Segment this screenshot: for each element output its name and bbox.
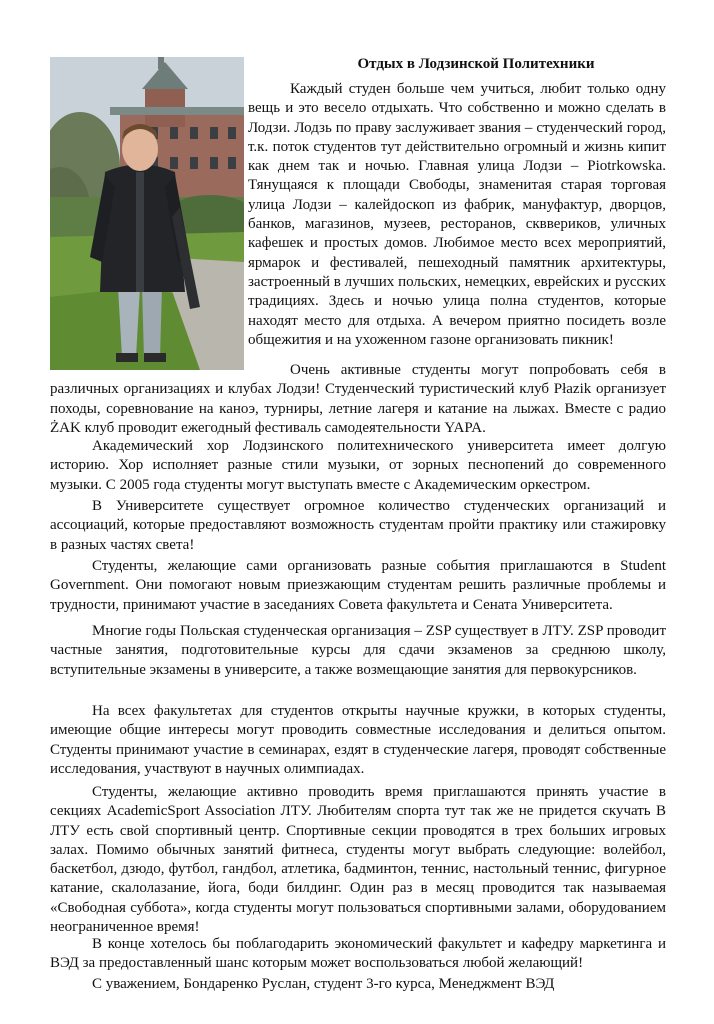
article-paragraph: Студенты, желающие активно проводить время приглашаются принять участие в секциях AcademicSport Association ЛТУ. Любителям спорта тут так же не придется скучать В ЛТУ есть свой спортивный центр. Спортивные секции проводятся в трех больших игровых залах. Помимо обычных занятий фитнеса, студенты могут выбрать следующие: волейбол, баскетбол, дзюдо, футбол, гандбол, атлетика, бадминтон, теннис, настольный теннис, фигурное катание, скалолазание, йога, боди билдинг. Один раз в месяц проводится так называемая «Свободная суббота», когда студенты могут пользоваться спортивными залами, оборудованием неограниченное время! <box>50 784 666 936</box>
article-paragraph: В Университете существует огромное количество студенческих организаций и ассоциаций, которые предоставляют возможность студентам пройти практику или стажировку в разных частях света! <box>50 498 666 553</box>
signature: С уважением, Бондаренко Руслан, студент 3-го курса, Менеджмент ВЭД <box>92 976 555 992</box>
article-paragraph: Многие годы Польская студенческая организация – ZSP существует в ЛТУ. ZSP проводит частные занятия, подготовительные курсы для сдачи экзаменов за среднюю школу, вступительные экзамены в университе, а также возмещающие занятия для первокурсников. <box>50 623 666 678</box>
article-paragraph: Очень активные студенты могут попробовать себя в различных организациях и клубах Лодзи! Студенческий туристический клуб Płazik организует походы, соревнование на каноэ, турниры, летние лагеря и катание на лыжах. Вместе с радио ŻAK клуб проводит ежегодный фестиваль самодеятельности YAPA. <box>50 362 666 436</box>
article-paragraph: Студенты, желающие сами организовать разные события приглашаются в Student Government. Они помогают новым приезжающим студентам решить различные проблемы и трудности, принимают участие в заседаниях Совета факультета и Сената Университета. <box>50 558 666 613</box>
article-paragraph: На всех факультетах для студентов открыты научные кружки, в которых студенты, имеющие общие интересы могут проводить совместные исследования и делиться опытом. Студенты принимают участие в семинарах, ездят в студенческие лагеря, проводят собственные исследования, участвуют в научных олимпиадах. <box>50 703 666 777</box>
article-title: Отдых в Лодзинской Политехники <box>357 56 595 72</box>
article-paragraph: В конце хотелось бы поблагодарить экономический факультет и кафедру маркетинга и ВЭД за предоставленный шанс которым может воспользоваться любой желающий! <box>50 936 666 972</box>
article-paragraph: Академический хор Лодзинского политехнического университета имеет долгую историю. Хор исполняет разные стили музыки, от зорных песнопений до современного музыки. С 2005 года студенты могут выступать вместе с Академическим оркестром. <box>50 438 666 493</box>
article-paragraph: Каждый студен больше чем учиться, любит только одну вещь и это весело отдыхать. Что собственно и можно сделать в Лодзи. Лодзь по праву заслуживает звания – студенческий город, т.к. поток студентов тут действительно огромный и жизнь кипит как днем так и ночью. Главная улица Лодзи – Piotrkowska. Тянущаяся к площади Свободы, знаменитая старая торговая улица Лодзи – калейдоскоп из фабрик, мануфактур, дворцов, банков, магазинов, музеев, ресторанов, скввериков, уличных кафешек и простых домов. Любимое место всех мероприятий, ярмарок и фестивалей, пешеходный памятник архитектуры, застроенный в лучших польских, немецких, еврейских и русских традициях. Здесь и ночью улица полна студентов, которые находят место для отдыха. А вечером приятно посидеть возле общежития и на ухоженном газоне организовать пикник! <box>248 81 666 348</box>
student-photo <box>50 57 244 370</box>
